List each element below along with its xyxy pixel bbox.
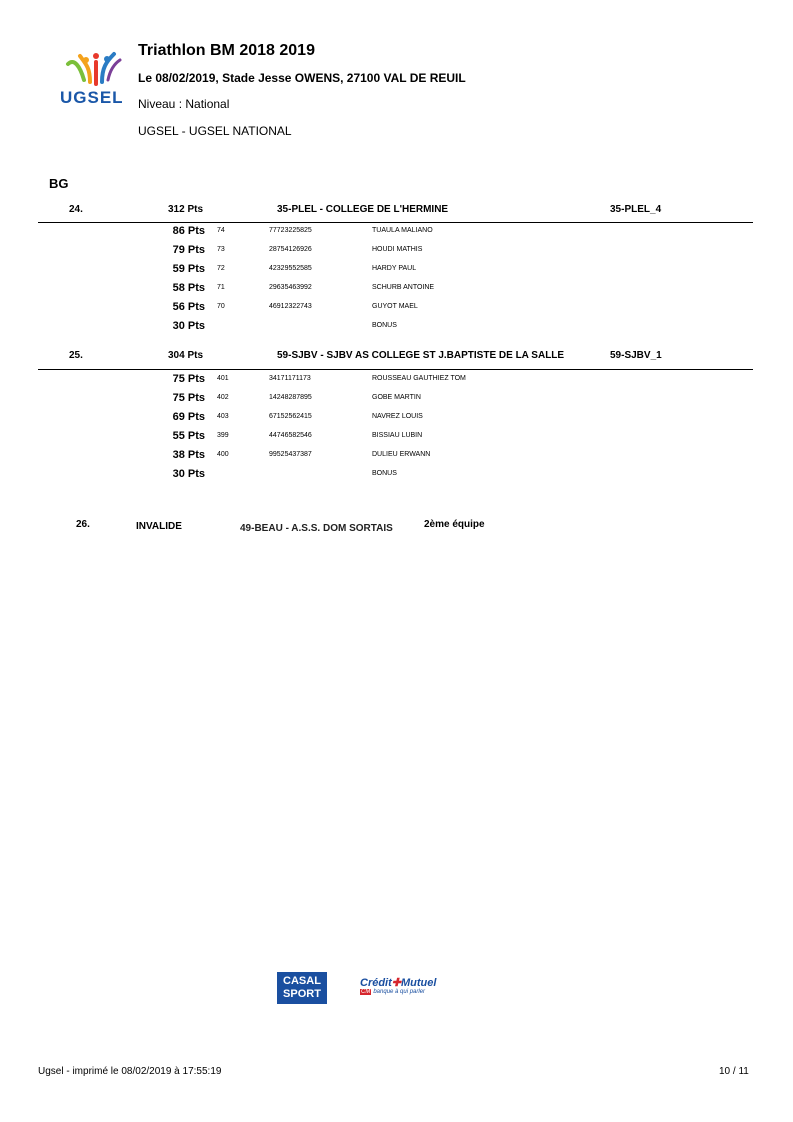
- page-title: Triathlon BM 2018 2019: [138, 42, 315, 59]
- member-license: 44746582546: [269, 432, 312, 439]
- team-points: 304 Pts: [168, 350, 204, 361]
- invalid-status: INVALIDE: [136, 521, 182, 532]
- member-points: 30 Pts: [172, 468, 205, 480]
- member-points: 38 Pts: [172, 449, 205, 461]
- cm-part2: Mutuel: [401, 977, 437, 989]
- member-points: 58 Pts: [172, 282, 205, 294]
- invalid-team-name: 49-BEAU - A.S.S. DOM SORTAIS: [240, 523, 393, 534]
- member-points: 75 Pts: [172, 392, 205, 404]
- member-name: BISSIAU LUBIN: [372, 432, 423, 439]
- member-license: 42329552585: [269, 265, 312, 272]
- member-name: DULIEU ERWANN: [372, 451, 431, 458]
- member-points: 56 Pts: [172, 301, 205, 313]
- team-code: 59-SJBV_1: [610, 350, 662, 361]
- print-info: Ugsel - imprimé le 08/02/2019 à 17:55:19: [38, 1066, 222, 1077]
- team-points: 312 Pts: [168, 204, 204, 215]
- member-bib: 401: [217, 375, 229, 382]
- member-bib: 400: [217, 451, 229, 458]
- member-bib: 399: [217, 432, 229, 439]
- cm-tagline-row: [360, 989, 425, 995]
- member-bib: 71: [217, 284, 225, 291]
- member-name: BONUS: [372, 322, 397, 329]
- cm-part1: Crédit: [360, 977, 392, 989]
- cm-name: [360, 976, 436, 989]
- member-name: GUYOT MAEL: [372, 303, 418, 310]
- team-divider: [38, 369, 753, 370]
- level-label: Niveau : National: [138, 97, 230, 111]
- member-bib: 402: [217, 394, 229, 401]
- member-name: HARDY PAUL: [372, 265, 417, 272]
- member-license: 99525437387: [269, 451, 312, 458]
- category-label: BG: [49, 176, 69, 191]
- event-date-location: Le 08/02/2019, Stade Jesse OWENS, 27100 VAL DE REUIL: [138, 71, 466, 85]
- member-points: 59 Pts: [172, 263, 205, 275]
- ugsel-figures-icon: [60, 50, 128, 88]
- page-number: 10 / 11: [719, 1066, 749, 1077]
- member-bib: 74: [217, 227, 225, 234]
- member-points: 86 Pts: [172, 225, 205, 237]
- ugsel-logo: [60, 50, 128, 106]
- member-points: 79 Pts: [172, 244, 205, 256]
- member-points: 75 Pts: [172, 373, 205, 385]
- member-points: 55 Pts: [172, 430, 205, 442]
- cm-cross-icon: ✚: [391, 977, 401, 989]
- member-bib: 70: [217, 303, 225, 310]
- member-name: SCHURB ANTOINE: [372, 284, 435, 291]
- casal-line1: CASAL: [283, 975, 321, 987]
- member-license: 46912322743: [269, 303, 312, 310]
- team-name: 59-SJBV - SJBV AS COLLEGE ST J.BAPTISTE DE LA SALLE: [277, 350, 565, 361]
- member-bib: 73: [217, 246, 225, 253]
- member-license: 34171171173: [269, 375, 311, 382]
- member-name: TUAULA MALIANO: [372, 227, 433, 234]
- casal-line2: SPORT: [283, 988, 321, 1000]
- member-bib: 403: [217, 413, 229, 420]
- member-points: 30 Pts: [172, 320, 205, 332]
- invalid-rank: 26.: [76, 519, 90, 530]
- member-name: HOUDI MATHIS: [372, 246, 423, 253]
- logo-text: UGSEL: [60, 88, 124, 107]
- member-name: GOBE MARTIN: [372, 394, 421, 401]
- member-license: 28754126926: [269, 246, 312, 253]
- casal-sport-logo: [277, 972, 327, 1004]
- member-points: 69 Pts: [172, 411, 205, 423]
- member-license: 67152562415: [269, 413, 312, 420]
- cm-badge: CM: [361, 989, 371, 995]
- team-name: 35-PLEL - COLLEGE DE L'HERMINE: [277, 204, 449, 215]
- team-rank: 24.: [69, 204, 83, 215]
- cm-tagline: banque à qui parler: [373, 989, 426, 995]
- member-license: 77723225825: [269, 227, 312, 234]
- invalid-note: 2ème équipe: [424, 519, 485, 530]
- member-bib: 72: [217, 265, 225, 272]
- member-name: NAVREZ LOUIS: [372, 413, 423, 420]
- member-license: 14248287895: [269, 394, 312, 401]
- team-rank: 25.: [69, 350, 83, 361]
- member-name: BONUS: [372, 470, 397, 477]
- organization-label: UGSEL - UGSEL NATIONAL: [138, 124, 292, 138]
- credit-mutuel-logo: [358, 975, 438, 1001]
- member-license: 29635463992: [269, 284, 312, 291]
- team-divider: [38, 222, 753, 223]
- member-name: ROUSSEAU GAUTHIEZ TOM: [372, 375, 466, 382]
- team-code: 35-PLEL_4: [610, 204, 662, 215]
